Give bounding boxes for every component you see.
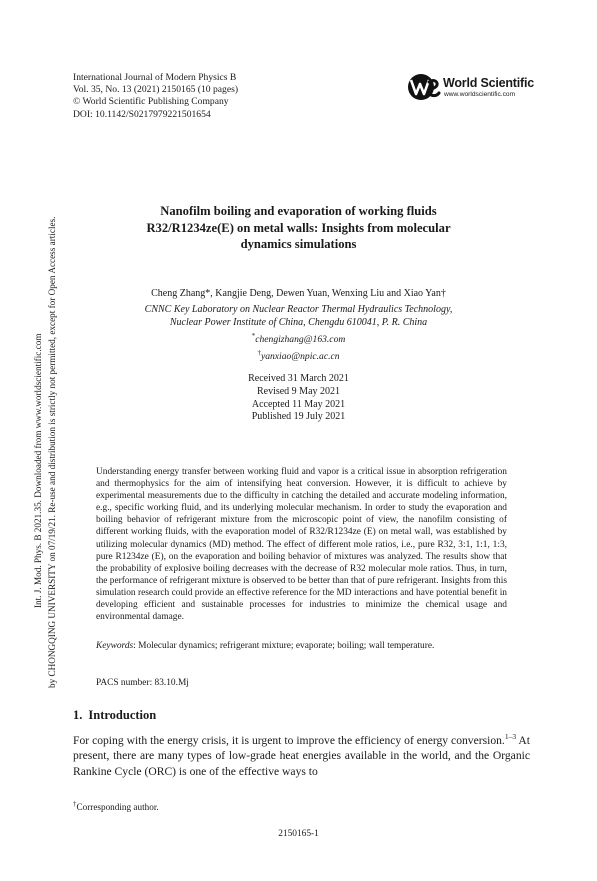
volume-line: Vol. 35, No. 13 (2021) 2150165 (10 pages) <box>73 84 239 96</box>
email-item[interactable] <box>0 347 597 364</box>
keywords <box>96 640 507 652</box>
keywords-text: : Molecular dynamics; refrigerant mixture; evaporate; boiling; wall temperature. <box>133 641 435 651</box>
affiliation-line: CNNC Key Laboratory on Nuclear Reactor Thermal Hydraulics Technology, <box>144 304 453 315</box>
affiliation-line: Nuclear Power Institute of China, Chengdu 610041, P. R. China <box>169 316 428 328</box>
received-date: Received 31 March 2021 <box>248 373 349 384</box>
publisher-name: World Scientific <box>443 76 535 90</box>
publication-dates <box>0 373 597 424</box>
email-address[interactable]: yanxiao@npic.ac.cn <box>260 350 340 362</box>
intro-paragraph <box>73 729 530 779</box>
intro-text: For coping with the energy crisis, it is urgent to improve the efficiency of energy conversion. <box>73 733 505 747</box>
accepted-date: Accepted 11 May 2021 <box>251 398 346 410</box>
publisher-logo[interactable] <box>407 73 537 103</box>
email-address[interactable]: chengizhang@163.com <box>255 334 346 346</box>
email-mark: † <box>257 348 261 357</box>
intro-text: At present, there are many types of low-grade heat energies available in the world, and the Organic Rankine Cycle (ORC) is one of the effective ways to <box>73 733 530 778</box>
author-list: Cheng Zhang*, Kangjie Deng, Dewen Yuan, Wenxing Liu and Xiao Yan† <box>151 288 446 299</box>
title-line: Nanofilm boiling and evaporation of working fluids <box>160 204 437 218</box>
email-mark: * <box>251 332 256 340</box>
section-heading <box>73 708 156 723</box>
section-number: 1. <box>73 708 83 722</box>
journal-name: International Journal of Modern Physics B <box>73 72 237 83</box>
footnote-mark: † <box>73 800 77 808</box>
revised-date: Revised 9 May 2021 <box>256 385 341 397</box>
keywords-label: Keywords <box>96 641 134 651</box>
section-title: Introduction <box>88 708 157 722</box>
side-note-line1: Int. J. Mod. Phys. B 2021.35. Downloaded from www.worldscientific.com <box>33 333 43 608</box>
side-note-line2: by CHONGQING UNIVERSITY on 07/19/21. Re-use and distribution is strictly not permitted, except for Open Access articles. <box>47 216 57 688</box>
affiliation <box>0 304 597 329</box>
title-line: dynamics simulations <box>240 237 357 251</box>
page-number: 2150165-1 <box>278 829 319 839</box>
citation-ref[interactable]: 1–3 <box>504 732 517 741</box>
email-list <box>0 330 597 363</box>
download-side-note <box>0 0 70 881</box>
journal-header <box>73 72 238 121</box>
abstract: Understanding energy transfer between working fluid and vapor is a critical issue in absorption refrigeration and thermophysics for the aim of intensifying heat conversion. However, it is difficult to achieve by experimental measurements due to the difficulty in catching the detailed and accurate modeling information, e.g., specific working fluid, and its underlying molecular mechanism. In order to study the evaporation and boiling behavior of refrigerant mixture from the microscopic point of view, the nanofilm consisting of different working fluids, with the evaporation model of R32/R1234ze (E) on metal wall, was established by utilizing molecular dynamics (MD) method. The effect of different mole ratios, i.e., pure R32, 3:1, 1:1, 1:3, pure R1234ze (E), on the evaporation and boiling behavior of mixtures was analyzed. The results show that the probability of explosive boiling decreases with the decrease of R32 molecular mole ratios. Thus, in turn, the performance of refrigerant mixture is observed to be better than that of pure refrigerant. Insights from this simulation research could provide an effective reference for the MD interactions and have potential benefit in developing efficient and sustainable processes for industries to minimize the chemical usage and environmental damage. <box>96 467 507 623</box>
publisher-url[interactable]: www.worldscientific.com <box>444 91 516 98</box>
copyright-line: © World Scientific Publishing Company <box>73 96 229 108</box>
footnote-text: Corresponding author. <box>76 802 159 813</box>
doi-line[interactable]: DOI: 10.1142/S0217979221501654 <box>73 108 211 120</box>
pacs-number: PACS number: 83.10.Mj <box>96 678 189 688</box>
paper-title <box>0 203 597 253</box>
world-scientific-logo-icon <box>407 73 441 101</box>
email-item[interactable] <box>0 330 597 347</box>
title-line: R32/R1234ze(E) on metal walls: Insights from molecular <box>146 220 451 235</box>
footnote <box>73 800 159 812</box>
published-date: Published 19 July 2021 <box>251 411 346 423</box>
